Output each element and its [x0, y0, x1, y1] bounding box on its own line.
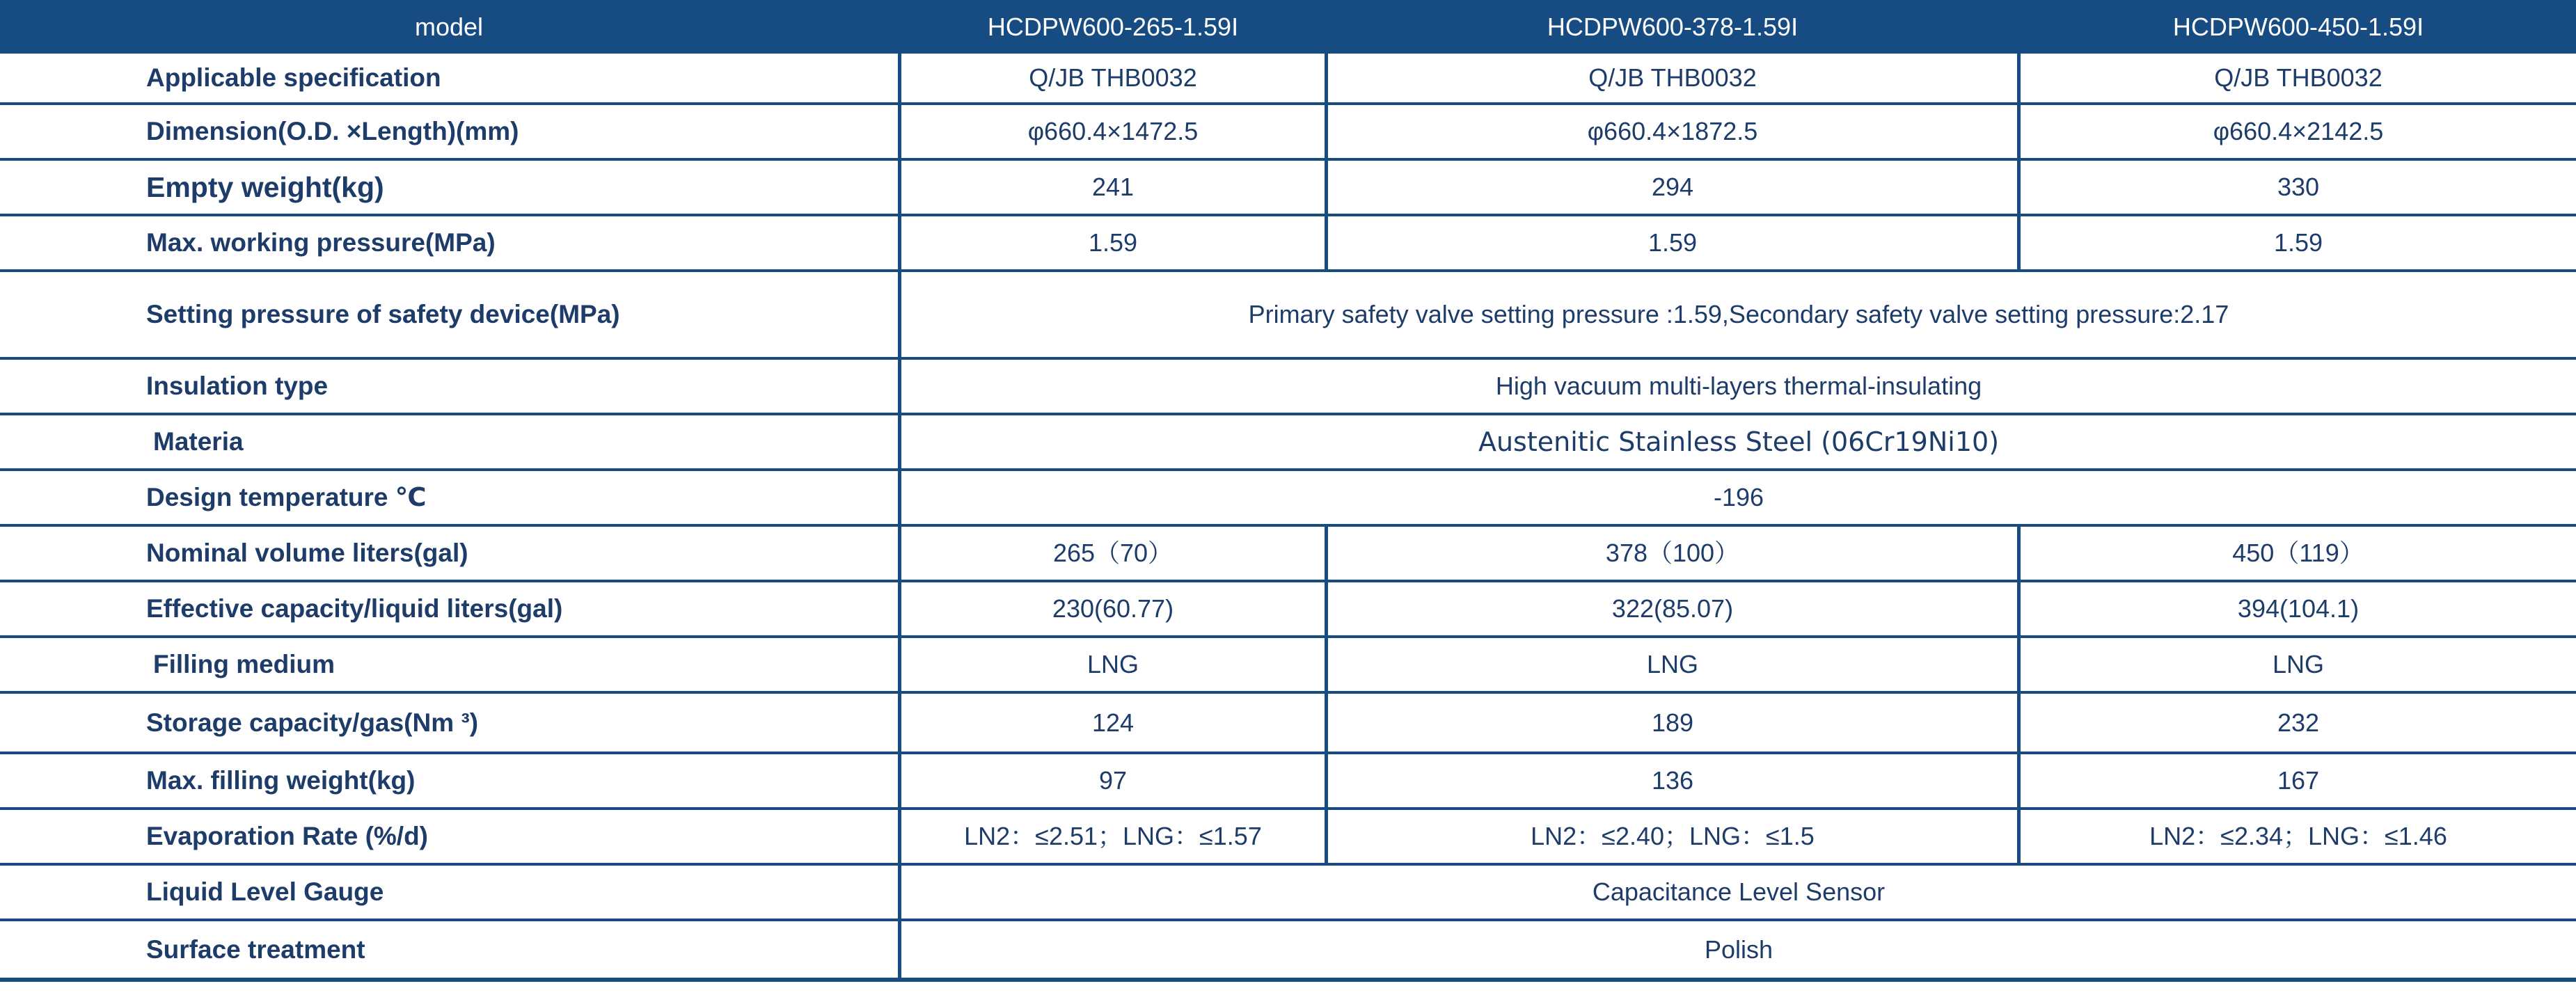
column-divider: [2017, 105, 2021, 158]
table-row: [0, 582, 2576, 635]
column-divider: [2017, 54, 2021, 102]
column-divider: [2017, 216, 2021, 269]
row-value: 394(104.1): [2237, 594, 2360, 623]
row-value: LNG: [1086, 650, 1139, 678]
table-row: [0, 921, 2576, 978]
column-divider: [1325, 105, 1328, 158]
row-label: Applicable specification: [146, 63, 441, 92]
row-label: Evaporation Rate (%/d): [146, 822, 428, 850]
label-divider: [898, 471, 901, 524]
column-divider: [1325, 527, 1328, 580]
column-divider: [1325, 582, 1328, 635]
table-row: [0, 272, 2576, 357]
table-row: [0, 810, 2576, 863]
table-row: [0, 54, 2576, 102]
row-span-value: Austenitic Stainless Steel (06Cr19Ni10): [1478, 427, 2000, 457]
column-divider: [1325, 638, 1328, 691]
table-row: [0, 360, 2576, 413]
row-label: Filling medium: [153, 650, 335, 678]
column-divider: [2017, 754, 2021, 807]
table-row: [0, 415, 2576, 468]
row-value: 1.59: [1647, 228, 1698, 257]
row-label: Max. filling weight(kg): [146, 766, 416, 795]
label-divider: [898, 161, 901, 214]
row-value: 1.59: [1088, 228, 1138, 257]
table-row: [0, 161, 2576, 214]
table-row: [0, 694, 2576, 752]
row-label: Insulation type: [146, 372, 329, 400]
row-value: Q/JB THB0032: [1588, 63, 1757, 92]
row-value: LNG: [1646, 650, 1699, 678]
row-value: φ660.4×2142.5: [2213, 117, 2384, 145]
row-label: Setting pressure of safety device(MPa): [146, 300, 620, 328]
label-divider: [898, 694, 901, 752]
row-value: LN2：≤2.40；LNG：≤1.5: [1531, 822, 1815, 850]
row-span-value: Polish: [1704, 935, 1773, 964]
label-divider: [898, 527, 901, 580]
label-divider: [898, 810, 901, 863]
table-row: [0, 866, 2576, 918]
column-divider: [1325, 216, 1328, 269]
column-divider: [2017, 810, 2021, 863]
label-divider: [898, 866, 901, 918]
row-value: 450（119）: [2232, 539, 2364, 567]
table-row: [0, 638, 2576, 691]
column-divider: [1325, 754, 1328, 807]
label-divider: [898, 272, 901, 357]
row-value: 330: [2277, 173, 2320, 201]
column-divider: [2017, 582, 2021, 635]
header-model-1: HCDPW600-265-1.59I: [987, 13, 1239, 41]
label-divider: [898, 754, 901, 807]
table-row: [0, 105, 2576, 158]
row-value: 97: [1098, 766, 1128, 795]
label-divider: [898, 54, 901, 102]
row-label: Design temperature ℃: [146, 483, 427, 511]
row-value: Q/JB THB0032: [1029, 63, 1197, 92]
column-divider: [1325, 694, 1328, 752]
row-value: 167: [2277, 766, 2320, 795]
label-divider: [898, 415, 901, 468]
row-value: 232: [2277, 708, 2320, 737]
column-divider: [2017, 527, 2021, 580]
row-span-value: High vacuum multi-layers thermal-insulating: [1495, 372, 1982, 400]
label-divider: [898, 105, 901, 158]
column-divider: [1325, 161, 1328, 214]
row-value: 322(85.07): [1611, 594, 1734, 623]
label-divider: [898, 921, 901, 978]
row-value: φ660.4×1472.5: [1027, 117, 1199, 145]
table-row: [0, 216, 2576, 269]
table-row: [0, 754, 2576, 807]
row-value: 294: [1651, 173, 1694, 201]
row-label: Effective capacity/liquid liters(gal): [146, 594, 563, 623]
column-divider: [2017, 694, 2021, 752]
column-divider: [2017, 638, 2021, 691]
row-label: Nominal volume liters(gal): [146, 539, 468, 567]
row-label: Surface treatment: [146, 935, 365, 964]
row-value: 241: [1091, 173, 1135, 201]
row-label: Storage capacity/gas(Nm ³): [146, 708, 479, 737]
table-row: [0, 471, 2576, 524]
row-value: LN2：≤2.51；LNG：≤1.57: [964, 822, 1262, 850]
row-value: 378（100）: [1605, 539, 1740, 567]
row-value: 230(60.77): [1052, 594, 1174, 623]
row-value: LN2：≤2.34；LNG：≤1.46: [2149, 822, 2447, 850]
row-label: Dimension(O.D. ×Length)(mm): [146, 117, 519, 145]
label-divider: [898, 216, 901, 269]
label-divider: [898, 582, 901, 635]
row-value: φ660.4×1872.5: [1587, 117, 1758, 145]
label-divider: [898, 360, 901, 413]
header-model-2: HCDPW600-378-1.59I: [1547, 13, 1799, 41]
column-divider: [1325, 54, 1328, 102]
row-value: 265（70）: [1052, 539, 1174, 567]
row-separator: [0, 978, 2576, 982]
row-value: 124: [1091, 708, 1135, 737]
row-label: Empty weight(kg): [146, 171, 384, 203]
row-value: 189: [1651, 708, 1694, 737]
table-header-row: [0, 0, 2576, 54]
row-span-value: Primary safety valve setting pressure :1.59,Secondary safety valve setting pressure:2.17: [1248, 300, 2229, 328]
row-value: Q/JB THB0032: [2214, 63, 2383, 92]
row-value: LNG: [2272, 650, 2325, 678]
row-label: Liquid Level Gauge: [146, 877, 384, 906]
header-model-label: model: [414, 13, 484, 41]
row-span-value: -196: [1713, 483, 1764, 511]
table-row: [0, 527, 2576, 580]
column-divider: [1325, 810, 1328, 863]
row-value: 1.59: [2273, 228, 2323, 257]
row-label: Materia: [153, 427, 244, 456]
row-label: Max. working pressure(MPa): [146, 228, 496, 257]
label-divider: [898, 638, 901, 691]
header-model-3: HCDPW600-450-1.59I: [2172, 13, 2424, 41]
row-span-value: Capacitance Level Sensor: [1592, 877, 1886, 906]
row-value: 136: [1651, 766, 1694, 795]
column-divider: [2017, 161, 2021, 214]
